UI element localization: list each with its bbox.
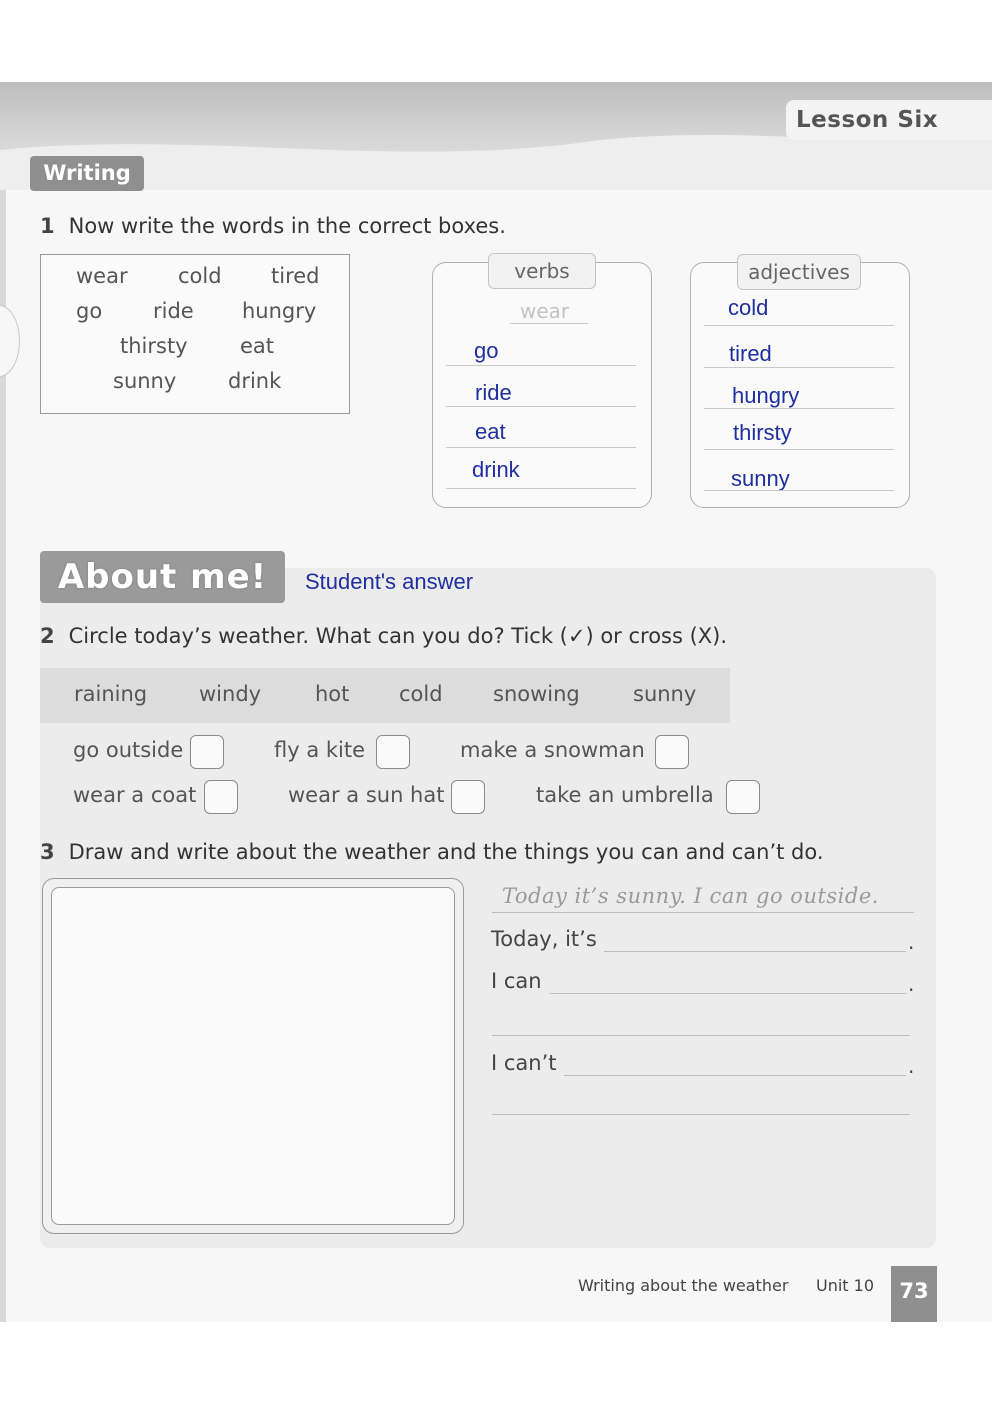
verbs-line (446, 447, 636, 448)
verbs-line (446, 365, 636, 366)
period: . (908, 972, 915, 996)
page-number: 73 (891, 1266, 937, 1322)
adjectives-answer[interactable]: thirsty (733, 420, 792, 445)
word-bank-item: drink (228, 369, 282, 393)
word-bank-item: cold (178, 264, 222, 288)
word-bank-item: wear (76, 264, 128, 288)
activity-label: make a snowman (460, 738, 645, 762)
adjectives-box (690, 262, 910, 508)
adjectives-line (704, 325, 894, 326)
about-me-badge: About me! (40, 551, 285, 603)
verbs-answer[interactable]: ride (475, 380, 512, 405)
q1-instruction: Now write the words in the correct boxes. (68, 214, 506, 238)
write-line[interactable] (550, 993, 906, 994)
verbs-label: verbs (488, 253, 596, 289)
word-bank-item: thirsty (120, 334, 188, 358)
adjectives-answer[interactable]: cold (728, 295, 769, 320)
adjectives-line (704, 367, 894, 368)
footer-topic: Writing about the weather (578, 1276, 789, 1295)
activity-label: wear a sun hat (288, 783, 445, 807)
q1-heading (40, 214, 506, 238)
sentence-prompt: Today, it’s (491, 927, 597, 951)
q2-heading (40, 624, 727, 648)
word-bank-item: ride (153, 299, 194, 323)
word-bank-item: go (76, 299, 103, 323)
word-bank-item: hungry (242, 299, 317, 323)
q3-instruction: Draw and write about the weather and the things you can and can’t do. (68, 840, 824, 864)
word-bank-item: sunny (113, 369, 177, 393)
tick-box[interactable] (190, 735, 224, 769)
period: . (908, 930, 915, 954)
lesson-title: Lesson Six (786, 100, 992, 140)
weather-option[interactable]: windy (199, 682, 262, 706)
footer-unit: Unit 10 (816, 1276, 875, 1295)
word-bank-item: eat (240, 334, 275, 358)
weather-option[interactable]: hot (315, 682, 350, 706)
write-line[interactable] (492, 1114, 910, 1115)
verbs-example: wear (520, 299, 570, 323)
q2-number: 2 (40, 624, 55, 648)
q2-instruction: Circle today’s weather. What can you do? Tick (✓) or cross (X). (68, 624, 728, 648)
weather-option[interactable]: snowing (493, 682, 580, 706)
period: . (908, 1054, 915, 1078)
sentence-prompt: I can (491, 969, 542, 993)
tick-box[interactable] (204, 780, 238, 814)
verbs-answer[interactable]: drink (472, 457, 520, 482)
write-line[interactable] (564, 1075, 906, 1076)
write-line[interactable] (492, 1035, 910, 1036)
tick-box[interactable] (451, 780, 485, 814)
weather-option[interactable]: cold (399, 682, 443, 706)
verbs-example-line (510, 323, 588, 324)
weather-option[interactable]: sunny (633, 682, 697, 706)
verbs-line (446, 488, 636, 489)
sentence-prompt: I can’t (491, 1051, 557, 1075)
activity-label: go outside (73, 738, 184, 762)
adjectives-line (704, 408, 894, 409)
q1-number: 1 (40, 214, 55, 238)
tick-box[interactable] (376, 735, 410, 769)
model-line (492, 912, 914, 913)
verbs-answer[interactable]: go (474, 338, 499, 363)
tick-box[interactable] (655, 735, 689, 769)
verbs-line (446, 406, 636, 407)
adjectives-label: adjectives (737, 254, 861, 290)
adjectives-answer[interactable]: sunny (731, 466, 790, 491)
verbs-answer[interactable]: eat (475, 419, 506, 444)
adjectives-line (704, 449, 894, 450)
activity-label: take an umbrella (536, 783, 714, 807)
section-label: Writing (30, 156, 144, 191)
student-answer-note: Student's answer (305, 569, 474, 594)
word-bank-item: tired (271, 264, 320, 288)
activity-label: fly a kite (274, 738, 366, 762)
write-line[interactable] (604, 951, 906, 952)
model-sentence: Today it’s sunny. I can go outside. (502, 884, 879, 908)
adjectives-line (704, 490, 894, 491)
adjectives-answer[interactable]: hungry (732, 383, 800, 408)
q3-number: 3 (40, 840, 55, 864)
adjectives-answer[interactable]: tired (729, 341, 772, 366)
drawing-area[interactable] (51, 887, 455, 1225)
activity-label: wear a coat (73, 783, 197, 807)
tick-box[interactable] (726, 780, 760, 814)
weather-option[interactable]: raining (74, 682, 148, 706)
q3-heading (40, 840, 824, 864)
